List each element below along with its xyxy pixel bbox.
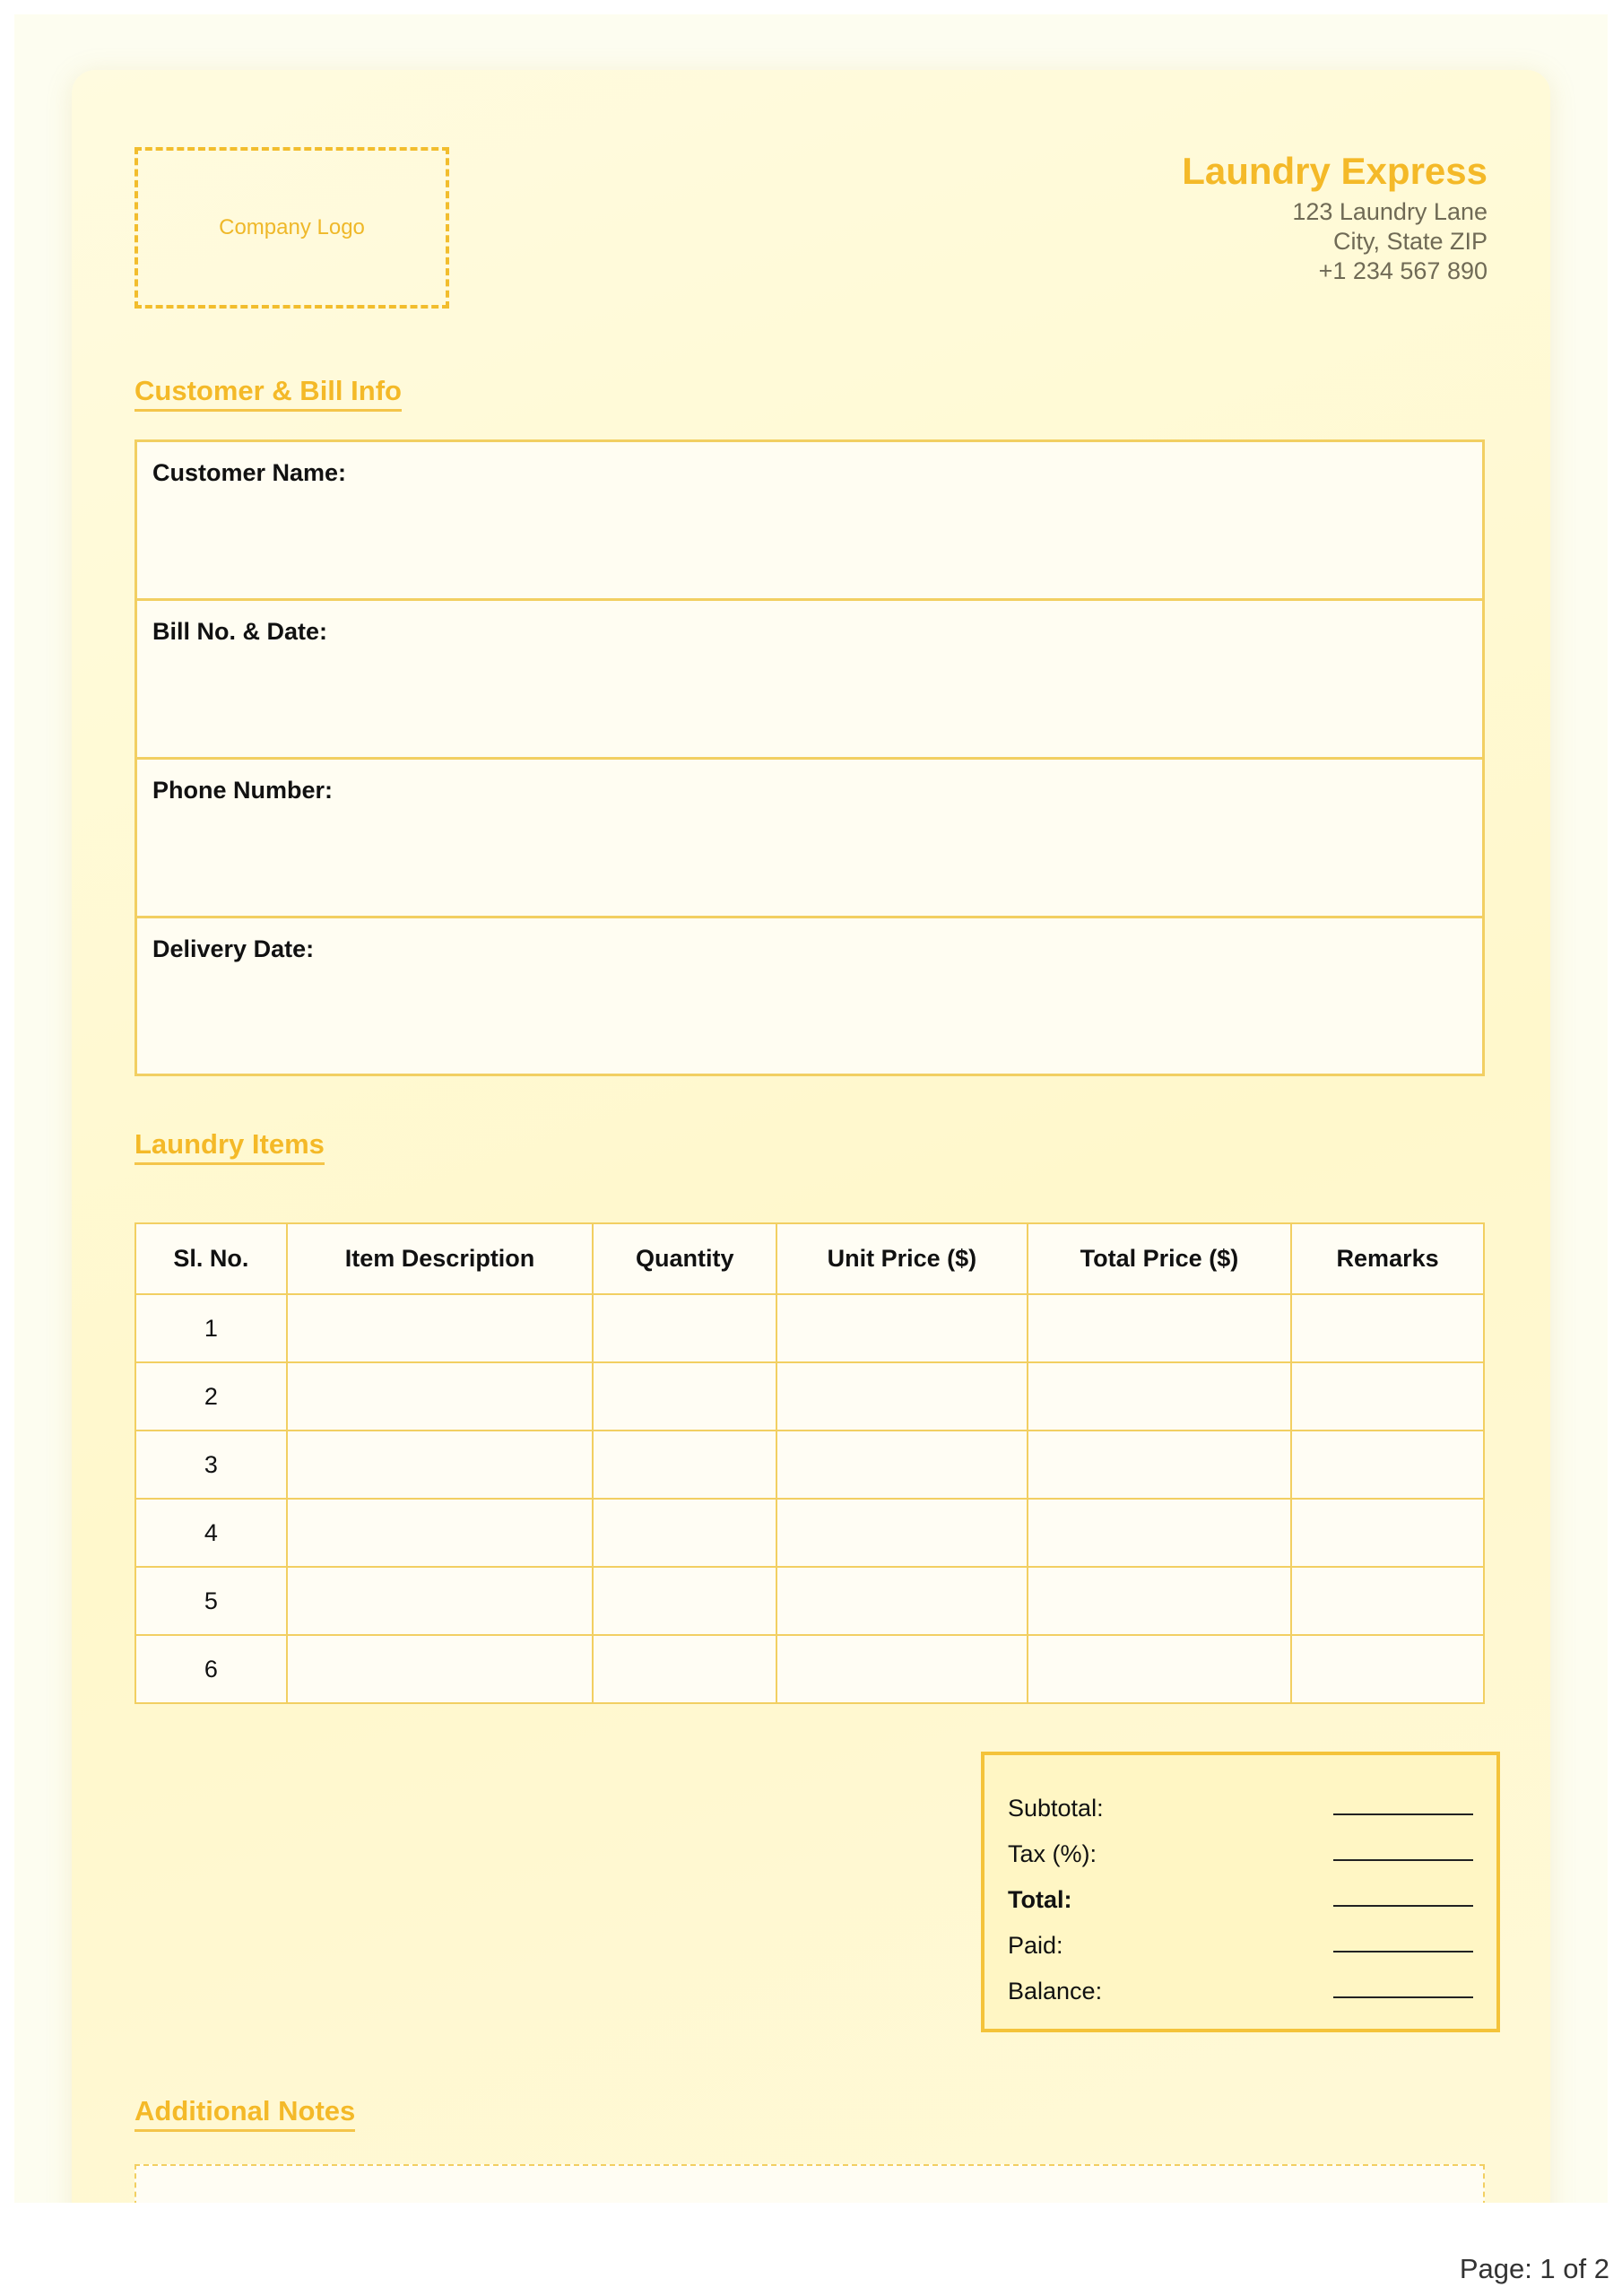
table-row [135, 1362, 1484, 1431]
quantity-cell[interactable] [593, 1294, 776, 1362]
unit-price-cell[interactable] [776, 1567, 1028, 1635]
items-section-title: Laundry Items [134, 1128, 325, 1165]
table-row [135, 1294, 1484, 1362]
unit-price-cell[interactable] [776, 1635, 1028, 1703]
total-price-cell[interactable] [1028, 1294, 1292, 1362]
item-description-cell[interactable] [287, 1362, 594, 1431]
row-serial-number: 2 [135, 1362, 287, 1431]
subtotal-blank-line[interactable] [1333, 1813, 1473, 1815]
subtotal-row [1008, 1777, 1473, 1822]
total-row [1008, 1868, 1473, 1914]
paid-blank-line[interactable] [1333, 1951, 1473, 1952]
column-header-item-description: Item Description [287, 1223, 594, 1294]
row-serial-number: 6 [135, 1635, 287, 1703]
notes-section-title: Additional Notes [134, 2095, 355, 2132]
column-header-total-price: Total Price ($) [1028, 1223, 1292, 1294]
company-logo-placeholder [134, 147, 449, 309]
company-address-line2: City, State ZIP [1332, 228, 1488, 255]
remarks-cell[interactable] [1291, 1431, 1484, 1499]
total-price-cell[interactable] [1028, 1567, 1292, 1635]
total-price-cell[interactable] [1028, 1499, 1292, 1567]
remarks-cell[interactable] [1291, 1567, 1484, 1635]
invoice-page [72, 70, 1550, 2203]
phone-number-label: Phone Number: [152, 777, 334, 804]
quantity-cell[interactable] [593, 1499, 776, 1567]
quantity-cell[interactable] [593, 1635, 776, 1703]
quantity-cell[interactable] [593, 1431, 776, 1499]
tax-label: Tax (%): [1008, 1840, 1097, 1867]
laundry-items-table [134, 1222, 1485, 1704]
quantity-cell[interactable] [593, 1362, 776, 1431]
remarks-cell[interactable] [1291, 1635, 1484, 1703]
table-row [135, 1635, 1484, 1703]
balance-row [1008, 1960, 1473, 2005]
company-info [1182, 145, 1488, 286]
customer-name-label: Customer Name: [152, 459, 347, 486]
unit-price-cell[interactable] [776, 1294, 1028, 1362]
total-label: Total: [1008, 1886, 1072, 1913]
tax-row [1008, 1822, 1473, 1868]
table-header-row [135, 1223, 1484, 1294]
column-header-quantity: Quantity [593, 1223, 776, 1294]
paid-row [1008, 1914, 1473, 1960]
total-price-cell[interactable] [1028, 1635, 1292, 1703]
company-name: Laundry Express [1182, 150, 1488, 192]
customer-name-field[interactable] [137, 442, 1482, 601]
unit-price-cell[interactable] [776, 1499, 1028, 1567]
table-row [135, 1431, 1484, 1499]
table-row [135, 1499, 1484, 1567]
item-description-cell[interactable] [287, 1567, 594, 1635]
total-price-cell[interactable] [1028, 1431, 1292, 1499]
item-description-cell[interactable] [287, 1499, 594, 1567]
unit-price-cell[interactable] [776, 1431, 1028, 1499]
customer-info-box [134, 439, 1485, 1076]
row-serial-number: 5 [135, 1567, 287, 1635]
balance-blank-line[interactable] [1333, 1996, 1473, 1998]
item-description-cell[interactable] [287, 1635, 594, 1703]
balance-label: Balance: [1008, 1978, 1103, 2005]
row-serial-number: 1 [135, 1294, 287, 1362]
logo-placeholder-text: Company Logo [219, 215, 365, 239]
table-row [135, 1567, 1484, 1635]
document-viewer[interactable] [14, 14, 1608, 2203]
payment-summary-box [981, 1752, 1500, 2032]
row-serial-number: 4 [135, 1499, 287, 1567]
quantity-cell[interactable] [593, 1567, 776, 1635]
total-blank-line[interactable] [1333, 1905, 1473, 1907]
bill-number-date-label: Bill No. & Date: [152, 618, 328, 645]
row-serial-number: 3 [135, 1431, 287, 1499]
column-header-sl-no: Sl. No. [135, 1223, 287, 1294]
customer-section-title: Customer & Bill Info [134, 375, 402, 412]
item-description-cell[interactable] [287, 1294, 594, 1362]
delivery-date-field[interactable] [137, 918, 1482, 1077]
paid-label: Paid: [1008, 1932, 1063, 1959]
company-phone: +1 234 567 890 [1318, 257, 1488, 284]
phone-number-field[interactable] [137, 760, 1482, 918]
page-indicator: Page: 1 of 2 [1459, 2253, 1609, 2284]
additional-notes-area[interactable] [134, 2164, 1485, 2203]
tax-blank-line[interactable] [1333, 1859, 1473, 1861]
total-price-cell[interactable] [1028, 1362, 1292, 1431]
remarks-cell[interactable] [1291, 1362, 1484, 1431]
delivery-date-label: Delivery Date: [152, 935, 315, 962]
subtotal-label: Subtotal: [1008, 1795, 1104, 1822]
remarks-cell[interactable] [1291, 1499, 1484, 1567]
bill-number-date-field[interactable] [137, 601, 1482, 760]
company-address-line1: 123 Laundry Lane [1292, 198, 1488, 225]
unit-price-cell[interactable] [776, 1362, 1028, 1431]
column-header-remarks: Remarks [1291, 1223, 1484, 1294]
item-description-cell[interactable] [287, 1431, 594, 1499]
column-header-unit-price: Unit Price ($) [776, 1223, 1028, 1294]
remarks-cell[interactable] [1291, 1294, 1484, 1362]
